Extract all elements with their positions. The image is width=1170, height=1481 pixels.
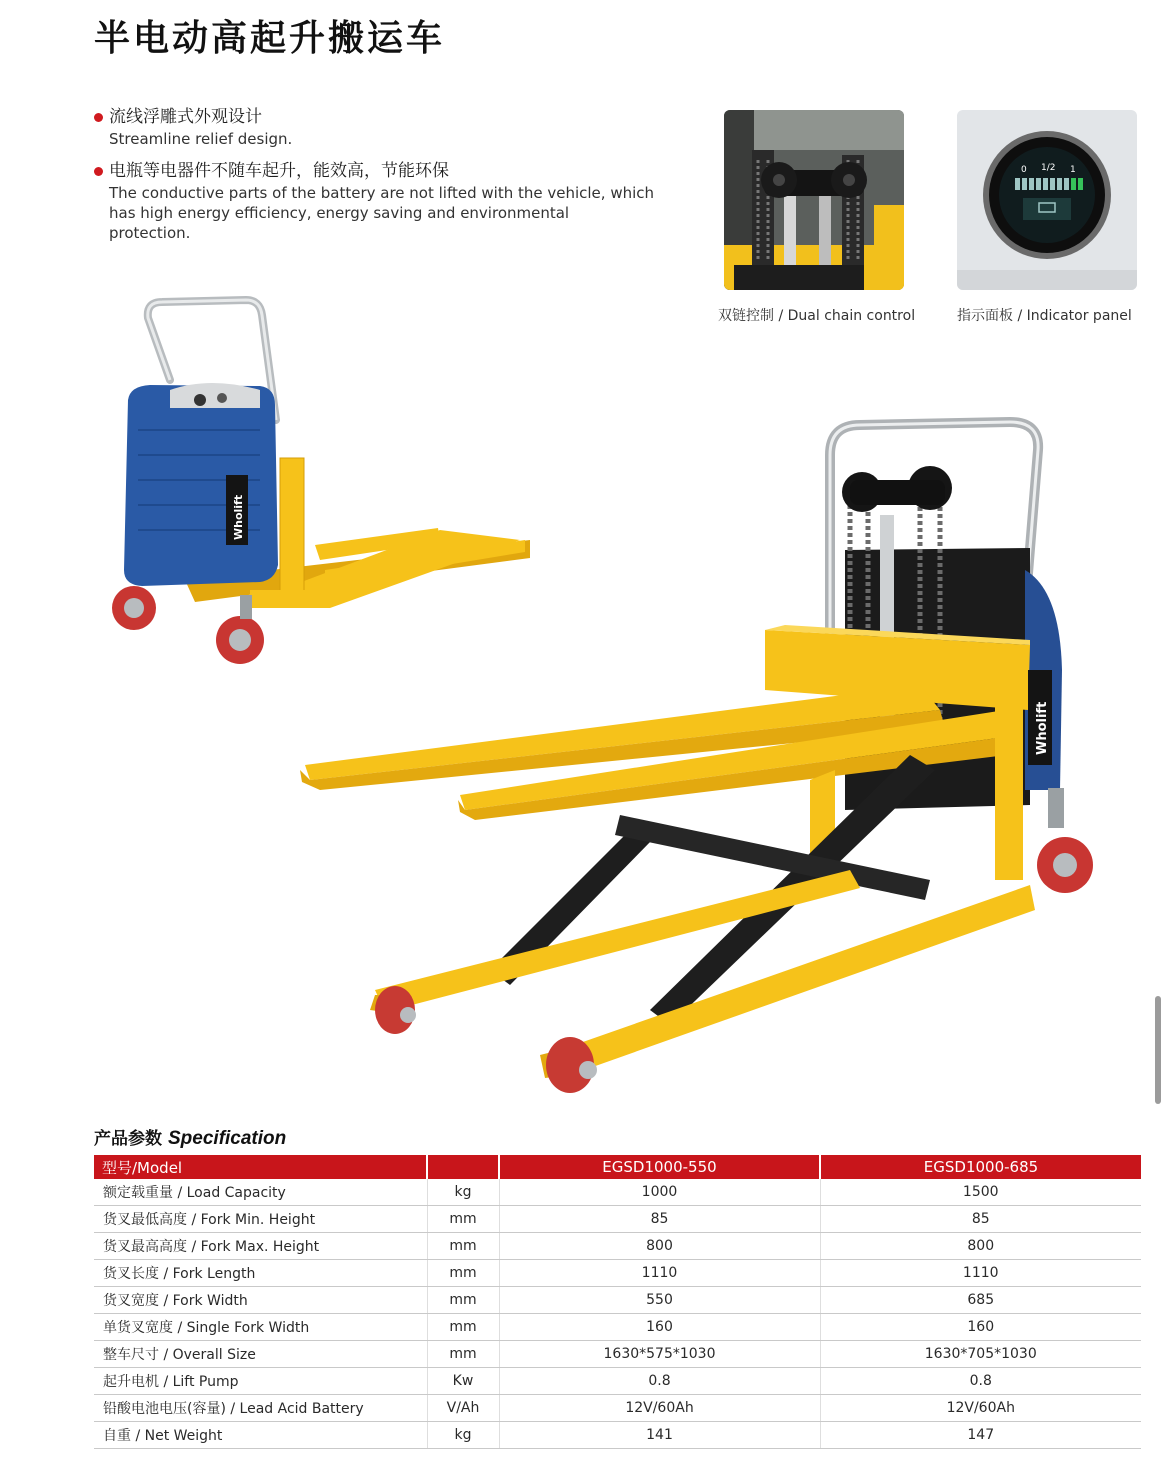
param-unit: kg	[427, 1179, 499, 1206]
value-685: 147	[820, 1422, 1141, 1449]
feature-text-en: Streamline relief design.	[109, 130, 293, 148]
bullet-dot-icon	[94, 113, 103, 122]
param-name: 单货叉宽度 / Single Fork Width	[94, 1314, 427, 1341]
param-unit: mm	[427, 1233, 499, 1260]
value-685: 85	[820, 1206, 1141, 1233]
param-unit: mm	[427, 1206, 499, 1233]
spec-heading	[94, 1124, 286, 1150]
table-row	[94, 1422, 1141, 1449]
spec-heading-en: Specification	[168, 1128, 287, 1149]
param-unit: mm	[427, 1287, 499, 1314]
param-name: 自重 / Net Weight	[94, 1422, 427, 1449]
vertical-scrollbar[interactable]	[1155, 996, 1161, 1104]
feature-item	[94, 106, 654, 149]
table-row	[94, 1341, 1141, 1368]
value-550: 0.8	[499, 1368, 820, 1395]
value-550: 1000	[499, 1179, 820, 1206]
value-550: 1630*575*1030	[499, 1341, 820, 1368]
feature-text-zh: 流线浮雕式外观设计	[109, 107, 262, 127]
table-row	[94, 1287, 1141, 1314]
spec-header-row	[94, 1155, 1141, 1179]
value-685: 0.8	[820, 1368, 1141, 1395]
table-row	[94, 1179, 1141, 1206]
brand-logo-large: Wholift	[1035, 701, 1050, 755]
gauge-label-full: 1	[1070, 165, 1076, 175]
param-name: 货叉长度 / Fork Length	[94, 1260, 427, 1287]
table-row	[94, 1260, 1141, 1287]
param-name: 货叉最高高度 / Fork Max. Height	[94, 1233, 427, 1260]
value-685: 1630*705*1030	[820, 1341, 1141, 1368]
table-row	[94, 1233, 1141, 1260]
param-name: 货叉宽度 / Fork Width	[94, 1287, 427, 1314]
spec-table	[94, 1155, 1141, 1449]
value-550: 160	[499, 1314, 820, 1341]
value-550: 12V/60Ah	[499, 1395, 820, 1422]
value-685: 685	[820, 1287, 1141, 1314]
param-name: 额定载重量 / Load Capacity	[94, 1179, 427, 1206]
dual-chain-photo	[724, 110, 904, 290]
value-685: 1500	[820, 1179, 1141, 1206]
indicator-panel-caption: 指示面板 / Indicator panel	[957, 308, 1132, 324]
header-model-685: EGSD1000-685	[820, 1155, 1141, 1179]
dual-chain-caption: 双链控制 / Dual chain control	[718, 308, 916, 324]
value-550: 85	[499, 1206, 820, 1233]
gauge-label-half: 1/2	[1041, 163, 1056, 173]
value-685: 800	[820, 1233, 1141, 1260]
header-unit	[427, 1155, 499, 1179]
param-unit: mm	[427, 1260, 499, 1287]
value-685: 12V/60Ah	[820, 1395, 1141, 1422]
value-550: 800	[499, 1233, 820, 1260]
value-550: 141	[499, 1422, 820, 1449]
value-685: 160	[820, 1314, 1141, 1341]
feature-list	[94, 106, 654, 254]
table-row	[94, 1206, 1141, 1233]
value-550: 1110	[499, 1260, 820, 1287]
value-550: 550	[499, 1287, 820, 1314]
truck-raised-photo	[290, 410, 1110, 1100]
param-unit: Kw	[427, 1368, 499, 1395]
param-name: 货叉最低高度 / Fork Min. Height	[94, 1206, 427, 1233]
bullet-dot-icon	[94, 167, 103, 176]
header-model-550: EGSD1000-550	[499, 1155, 820, 1179]
param-unit: mm	[427, 1314, 499, 1341]
feature-text-zh: 电瓶等电器件不随车起升，能效高，节能环保	[109, 161, 449, 181]
param-name: 起升电机 / Lift Pump	[94, 1368, 427, 1395]
table-row	[94, 1395, 1141, 1422]
param-unit: kg	[427, 1422, 499, 1449]
param-unit: mm	[427, 1341, 499, 1368]
page-title: 半电动高起升搬运车	[94, 18, 446, 59]
param-name: 铅酸电池电压(容量) / Lead Acid Battery	[94, 1395, 427, 1422]
indicator-panel-photo	[957, 110, 1137, 290]
gauge-label-empty: 0	[1021, 165, 1027, 175]
brand-logo-small: Wholift	[232, 494, 245, 540]
table-row	[94, 1314, 1141, 1341]
param-name: 整车尺寸 / Overall Size	[94, 1341, 427, 1368]
spec-heading-zh: 产品参数	[94, 1129, 162, 1149]
feature-text-en: The conductive parts of the battery are not lifted with the vehicle, which has high energy efficiency, energy saving and environmental protection.	[109, 184, 655, 242]
table-row	[94, 1368, 1141, 1395]
header-model: 型号/Model	[94, 1155, 427, 1179]
feature-item	[94, 160, 654, 243]
value-685: 1110	[820, 1260, 1141, 1287]
param-unit: V/Ah	[427, 1395, 499, 1422]
